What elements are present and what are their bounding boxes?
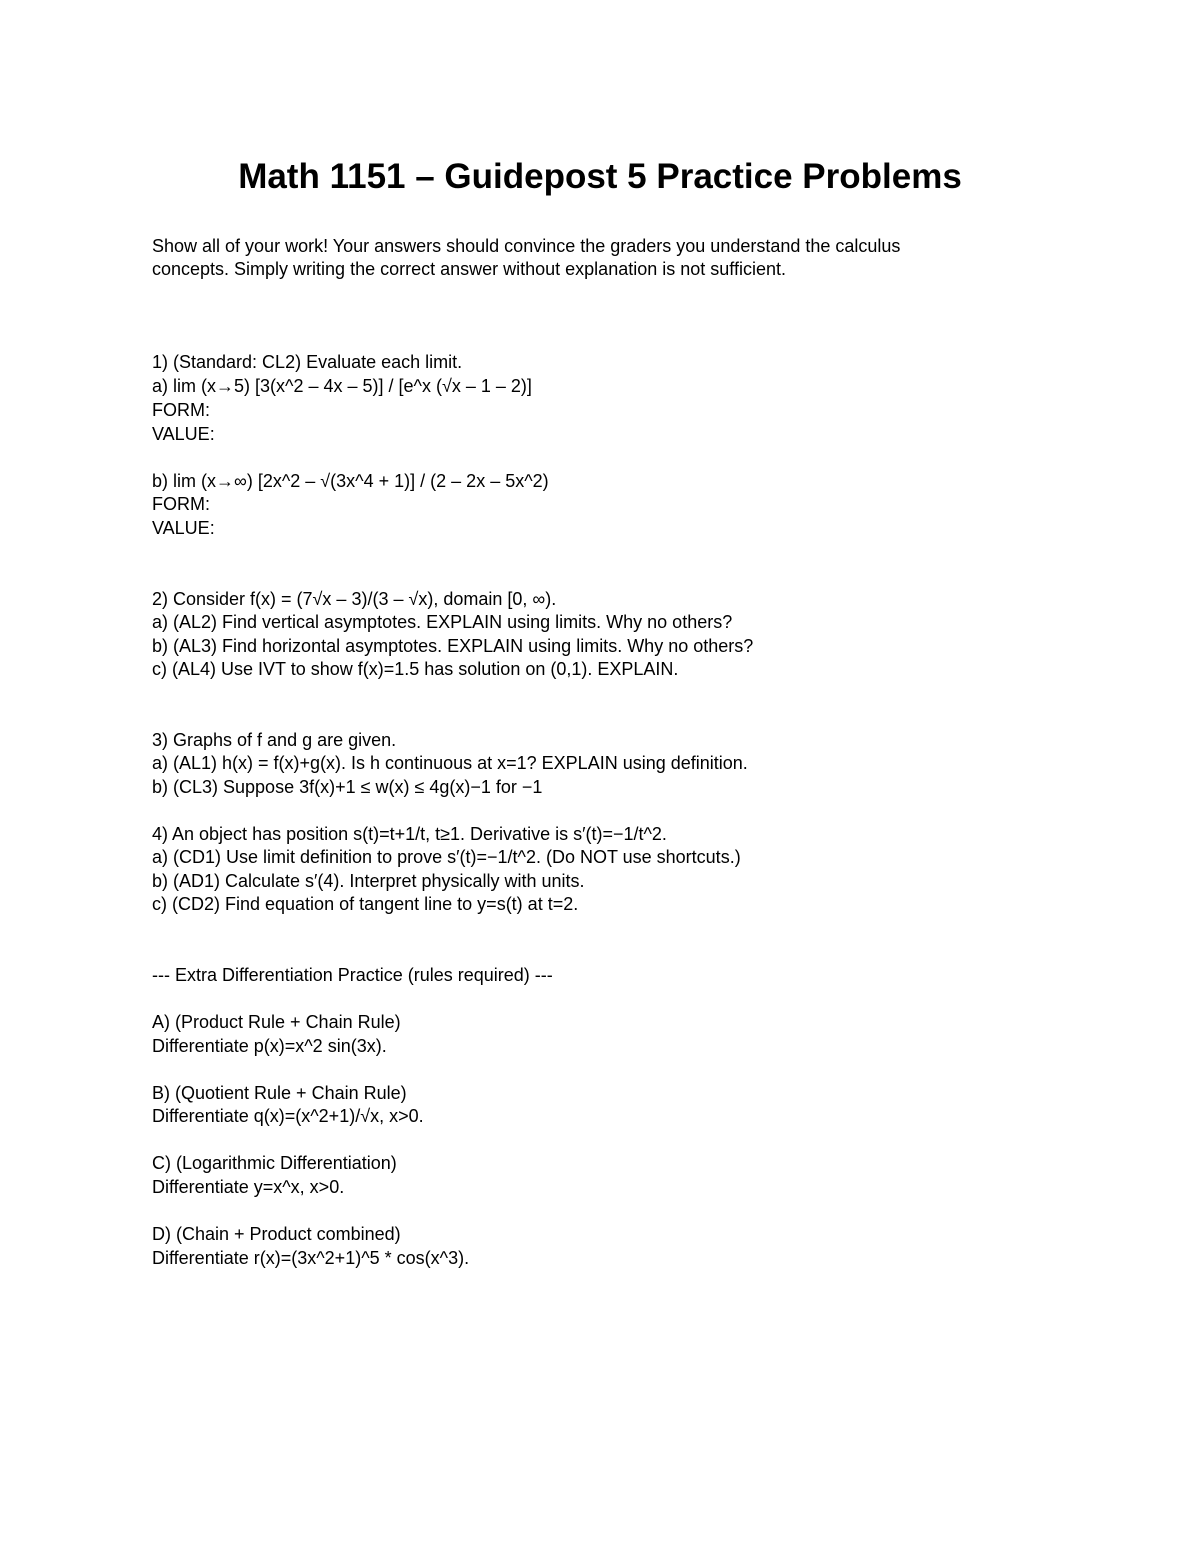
extra-heading: --- Extra Differentiation Practice (rules required) --- (152, 965, 553, 985)
intro-line-1: Show all of your work! Your answers should convince the graders you understand the calculus (152, 236, 901, 256)
problem-1b: b) lim (x→∞) [2x^2 – √(3x^4 + 1)] / (2 – 2x – 5x^2) (152, 471, 549, 491)
problem-2c: c) (AL4) Use IVT to show f(x)=1.5 has solution on (0,1). EXPLAIN. (152, 659, 679, 679)
extra-c-title: C) (Logarithmic Differentiation) (152, 1153, 397, 1173)
problem-1b-form: FORM: (152, 494, 210, 514)
problem-4a: a) (CD1) Use limit definition to prove s′(t)=−1/t^2. (Do NOT use shortcuts.) (152, 847, 741, 867)
extra-d-task: Differentiate r(x)=(3x^2+1)^5 * cos(x^3). (152, 1248, 470, 1268)
problem-1-heading: 1) (Standard: CL2) Evaluate each limit. (152, 352, 463, 372)
problem-3b: b) (CL3) Suppose 3f(x)+1 ≤ w(x) ≤ 4g(x)−1 for −1 (152, 777, 543, 797)
problem-4-heading: 4) An object has position s(t)=t+1/t, t≥1. Derivative is s′(t)=−1/t^2. (152, 824, 667, 844)
extra-b-title: B) (Quotient Rule + Chain Rule) (152, 1083, 407, 1103)
problem-4b: b) (AD1) Calculate s′(4). Interpret physically with units. (152, 871, 585, 891)
intro-line-2: concepts. Simply writing the correct answer without explanation is not sufficient. (152, 259, 786, 279)
problem-2a: a) (AL2) Find vertical asymptotes. EXPLAIN using limits. Why no others? (152, 612, 733, 632)
problem-3a: a) (AL1) h(x) = f(x)+g(x). Is h continuous at x=1? EXPLAIN using definition. (152, 753, 748, 773)
extra-a-title: A) (Product Rule + Chain Rule) (152, 1012, 401, 1032)
page-title: Math 1151 – Guidepost 5 Practice Problems (238, 157, 962, 196)
problem-1a: a) lim (x→5) [3(x^2 – 4x – 5)] / [e^x (√x – 1 – 2)] (152, 376, 532, 396)
problem-1b-value: VALUE: (152, 518, 215, 538)
problem-1a-value: VALUE: (152, 424, 215, 444)
extra-d-title: D) (Chain + Product combined) (152, 1224, 401, 1244)
problem-4c: c) (CD2) Find equation of tangent line to y=s(t) at t=2. (152, 894, 579, 914)
extra-c-task: Differentiate y=x^x, x>0. (152, 1177, 345, 1197)
problem-1a-form: FORM: (152, 400, 210, 420)
problem-2-heading: 2) Consider f(x) = (7√x – 3)/(3 – √x), domain [0, ∞). (152, 589, 557, 609)
extra-a-task: Differentiate p(x)=x^2 sin(3x). (152, 1036, 387, 1056)
problem-3-heading: 3) Graphs of f and g are given. (152, 730, 397, 750)
problem-2b: b) (AL3) Find horizontal asymptotes. EXPLAIN using limits. Why no others? (152, 636, 754, 656)
extra-b-task: Differentiate q(x)=(x^2+1)/√x, x>0. (152, 1106, 424, 1126)
